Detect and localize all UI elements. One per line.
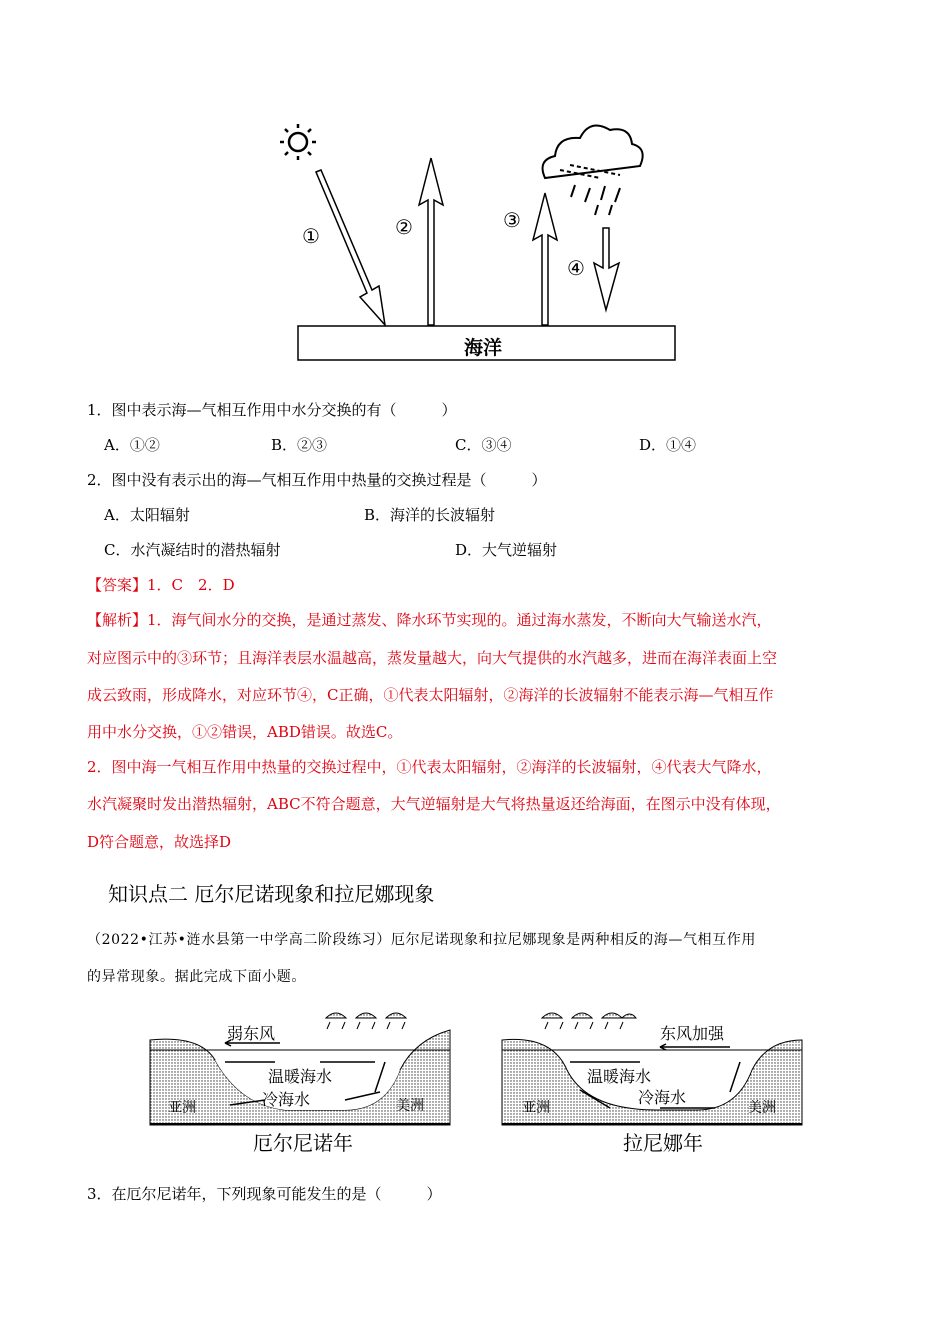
- q2-option-b: B．海洋的长波辐射: [364, 506, 496, 524]
- analysis-line: 用中水分交换，①②错误，ABD错误。故选C。: [87, 723, 403, 741]
- question-2: 2．图中没有表示出的海—气相互作用中热量的交换过程是（ ）: [87, 471, 547, 489]
- q2-option-a: A．太阳辐射: [104, 506, 190, 524]
- warm-water-label: 温暖海水: [268, 1067, 333, 1086]
- analysis-line: D符合题意，故选择D: [87, 833, 232, 851]
- q1-option-d: D．①④: [639, 436, 697, 454]
- question-1: 1．图中表示海—气相互作用中水分交换的有（ ）: [87, 401, 457, 419]
- arrow-4-precipitation: [594, 228, 619, 310]
- america-label: 美洲: [396, 1098, 424, 1114]
- la-nina-panel: [502, 1013, 802, 1155]
- arrow-1-solar-radiation: [316, 170, 385, 325]
- analysis-line: 水汽凝聚时发出潜热辐射，ABC不符合题意，大气逆辐射是大气将热量返还给海面，在图示中没有体现，: [87, 795, 781, 813]
- analysis-line: 【解析】1．海气间水分的交换，是通过蒸发、降水环节实现的。通过海水蒸发，不断向大气输送水汽，: [87, 611, 772, 629]
- label-4: ④: [567, 256, 585, 280]
- america-label: 美洲: [748, 1100, 776, 1116]
- cloud-rain-icon: [543, 126, 643, 216]
- la-nina-caption: 拉尼娜年: [623, 1131, 703, 1155]
- analysis-line: 对应图示中的③环节；且海洋表层水温越高，蒸发量越大，向大气提供的水汽越多，进而在海洋表面上空: [87, 649, 778, 667]
- label-1: ①: [302, 224, 320, 248]
- weak-east-wind-label: 弱东风: [227, 1024, 276, 1043]
- el-nino-caption: 厄尔尼诺年: [253, 1131, 353, 1155]
- q2-option-d: D．大气逆辐射: [455, 541, 558, 559]
- answer: 【答案】1．C 2．D: [87, 576, 235, 594]
- arrow-2-longwave: [419, 158, 443, 325]
- asia-label: 亚洲: [168, 1100, 196, 1116]
- enso-diagram: [140, 1000, 810, 1165]
- arrow-3-evaporation: [533, 193, 557, 325]
- analysis-line: 成云致雨，形成降水，对应环节④，C正确，①代表太阳辐射，②海洋的长波辐射不能表示海—气相互作: [87, 686, 774, 704]
- analysis-line: 2．图中海一气相互作用中热量的交换过程中，①代表太阳辐射，②海洋的长波辐射，④代表大气降水，: [87, 758, 772, 776]
- strong-east-wind-label: 东风加强: [660, 1024, 725, 1043]
- q1-option-c: C．③④: [455, 436, 512, 454]
- q1-option-b: B．②③: [271, 436, 328, 454]
- ocean-label: 海洋: [463, 337, 503, 359]
- intro-line: （2022•江苏•涟水县第一中学高二阶段练习）厄尔尼诺现象和拉尼娜现象是两种相反的海—气相互作用: [87, 932, 756, 948]
- warm-water-label: 温暖海水: [587, 1067, 652, 1086]
- sun-icon: [280, 124, 316, 160]
- label-3: ③: [503, 208, 521, 232]
- el-nino-panel: [150, 1013, 450, 1155]
- q1-option-a: A．①②: [104, 436, 160, 454]
- label-2: ②: [395, 215, 413, 239]
- section-title: 知识点二 厄尔尼诺现象和拉尼娜现象: [108, 882, 435, 906]
- intro-line: 的异常现象。据此完成下面小题。: [87, 969, 306, 985]
- cold-water-label: 冷海水: [638, 1088, 687, 1107]
- cold-water-label: 冷海水: [262, 1090, 311, 1109]
- asia-label: 亚洲: [522, 1100, 550, 1116]
- question-3: 3．在厄尔尼诺年，下列现象可能发生的是（ ）: [87, 1185, 442, 1203]
- ocean-atmosphere-diagram: [270, 110, 690, 370]
- q2-option-c: C．水汽凝结时的潜热辐射: [104, 541, 281, 559]
- cloud-icon: [326, 1013, 406, 1029]
- cloud-icon: [542, 1013, 636, 1029]
